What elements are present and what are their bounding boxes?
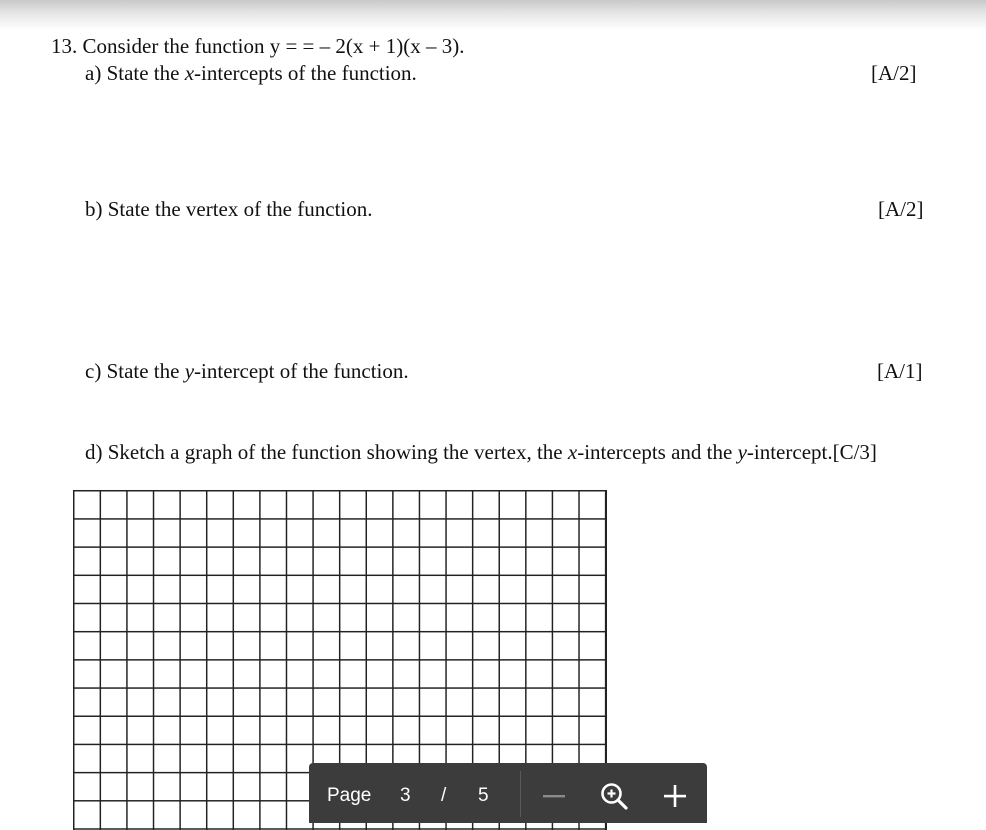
page-label: Page bbox=[327, 785, 372, 806]
plus-icon bbox=[662, 783, 688, 809]
function-expression: y = = – 2(x + 1)(x – 3). bbox=[269, 34, 465, 58]
part-d-marks: [C/3] bbox=[832, 440, 877, 464]
part-d-text: d) Sketch a graph of the function showing the vertex, the x-intercepts and the y-intercept.[C/3] bbox=[85, 440, 877, 464]
page-navigation-toolbar bbox=[309, 763, 707, 823]
toolbar-divider bbox=[520, 771, 521, 817]
minus-icon bbox=[541, 783, 567, 809]
zoom-button[interactable] bbox=[597, 779, 631, 813]
part-a-text: a) State the x-intercepts of the function. bbox=[85, 61, 417, 85]
part-c-marks: [A/1] bbox=[877, 359, 923, 383]
page-separator: / bbox=[441, 785, 447, 806]
part-c-text: c) State the y-intercept of the function. bbox=[85, 359, 409, 383]
total-pages: 5 bbox=[478, 785, 489, 806]
part-b-marks: [A/2] bbox=[878, 197, 924, 221]
question-stem-prefix: Consider the function bbox=[82, 34, 265, 58]
part-b-text: b) State the vertex of the function. bbox=[85, 197, 373, 221]
question-number: 13. bbox=[51, 34, 78, 58]
question-stem bbox=[51, 34, 464, 58]
zoom-out-button[interactable] bbox=[539, 781, 569, 811]
zoom-in-icon bbox=[599, 781, 629, 811]
current-page-number[interactable]: 3 bbox=[400, 785, 411, 806]
part-a-marks: [A/2] bbox=[871, 61, 917, 85]
zoom-in-button[interactable] bbox=[659, 780, 691, 812]
